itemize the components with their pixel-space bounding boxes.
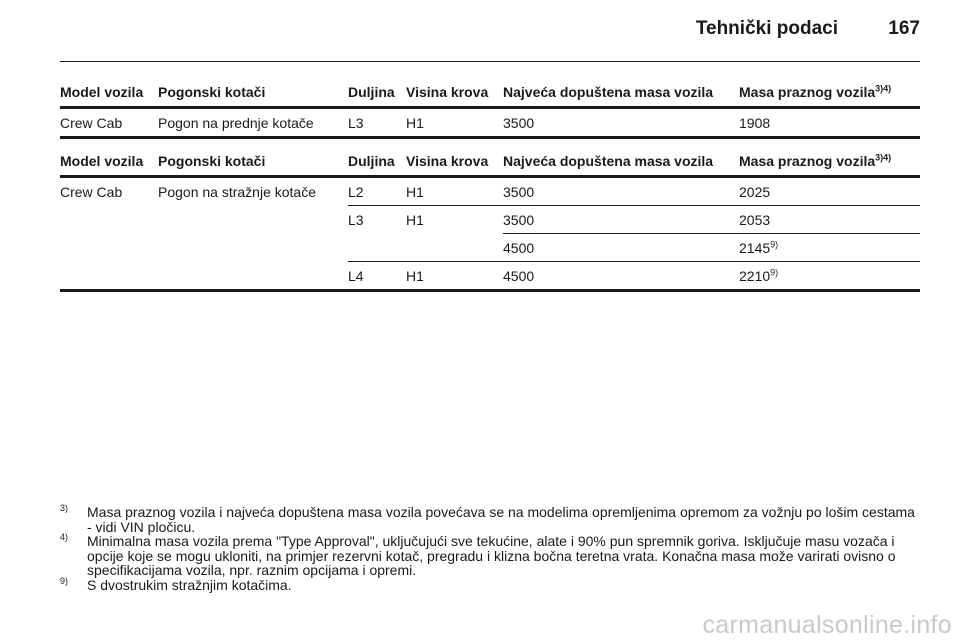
footnote <box>60 534 920 578</box>
footnote-text: S dvostrukim stražnjim kotačima. <box>87 576 292 593</box>
footnote-mark: 9) <box>60 575 69 586</box>
cell-length <box>348 234 406 262</box>
cell-length: L3 <box>348 114 364 131</box>
footnote-ref: 9) <box>770 266 779 277</box>
column-header-model: Model vozila <box>60 153 144 169</box>
footnote-ref: 9) <box>770 238 779 249</box>
table-row <box>60 177 920 206</box>
watermark: carmanualsonline.info <box>702 611 952 639</box>
cell-drive: Pogon na stražnje kotače <box>158 184 316 200</box>
footnotes <box>60 505 920 592</box>
cell-max-mass: 3500 <box>503 206 739 234</box>
cell-max-mass: 3500 <box>503 177 739 206</box>
column-header-empty-mass: Masa praznog vozila$^{3)4)}$ <box>739 152 892 169</box>
cell-roof: H1 <box>406 114 424 131</box>
column-header-max-mass: Najveća dopuštena masa vozila <box>503 153 714 169</box>
column-header-length: Duljina <box>348 153 395 169</box>
cell-empty-mass: 2025 <box>739 177 920 206</box>
footnote <box>60 505 920 534</box>
cell-roof <box>406 234 503 262</box>
cell-max-mass: 3500 <box>503 114 535 131</box>
column-header-drive: Pogonski kotači <box>158 84 266 100</box>
footnote <box>60 575 920 593</box>
column-header-empty-mass: Masa praznog vozila$^{3)4)}$ <box>739 83 892 100</box>
rear-drive-spec-table <box>60 147 920 292</box>
cell-empty-mass: 2210$^{9)}$ <box>739 266 779 284</box>
table-row <box>60 108 920 138</box>
cell-length: L2 <box>348 177 406 206</box>
footnote-ref: 3)4) <box>875 152 892 163</box>
column-header-length: Duljina <box>348 84 395 100</box>
footnote-mark: 4) <box>60 532 69 542</box>
page-header <box>60 18 920 52</box>
cell-model: Crew Cab <box>60 184 123 200</box>
cell-roof: H1 <box>406 177 503 206</box>
cell-length: L3 <box>348 211 364 228</box>
cell-roof: H1 <box>406 211 424 228</box>
column-header-model: Model vozila <box>60 84 144 100</box>
cell-roof: H1 <box>406 267 424 284</box>
table-header-row <box>60 147 920 177</box>
footnote-text: Masa praznog vozila i najveća dopuštena masa vozila povećava se na modelima opremljenima opremom za vožnju po lošim cestama - vidi VIN pločicu. <box>87 504 915 535</box>
column-header-drive: Pogonski kotači <box>158 153 266 169</box>
cell-drive: Pogon na prednje kotače <box>158 114 314 131</box>
cell-empty-mass: 2145$^{9)}$ <box>739 234 920 262</box>
column-header-roof: Visina krova <box>406 84 489 100</box>
column-header-roof: Visina krova <box>406 153 489 169</box>
cell-max-mass: 4500 <box>503 234 739 262</box>
page-title: Tehnički podaci <box>695 18 838 39</box>
page-number: 167 <box>888 18 920 39</box>
footnote-text: Minimalna masa vozila prema "Type Approval", uključujući sve tekućine, alate i 90% pun spremnik goriva. Isključuje masu vozača i opcije koje se mogu ukloniti, na primjer rezervni kotač, pregradu i klizna bočna teretna vrata. Konačna masa može varirati ovisno o specifikacijama vozila, npr. raznim opcijama i opremi. <box>87 533 896 578</box>
cell-max-mass: 4500 <box>503 267 535 284</box>
front-drive-spec-table <box>60 78 920 139</box>
column-header-max-mass: Najveća dopuštena masa vozila <box>503 84 714 100</box>
footnote-ref: 3)4) <box>875 83 892 94</box>
cell-empty-mass: 1908 <box>739 114 771 131</box>
cell-model: Crew Cab <box>60 114 123 131</box>
table-header-row <box>60 78 920 108</box>
header-divider <box>60 61 920 62</box>
cell-empty-mass: 2053 <box>739 206 920 234</box>
table-end-rule <box>60 289 920 291</box>
cell-length: L4 <box>348 267 364 284</box>
footnote-mark: 3) <box>60 503 69 513</box>
